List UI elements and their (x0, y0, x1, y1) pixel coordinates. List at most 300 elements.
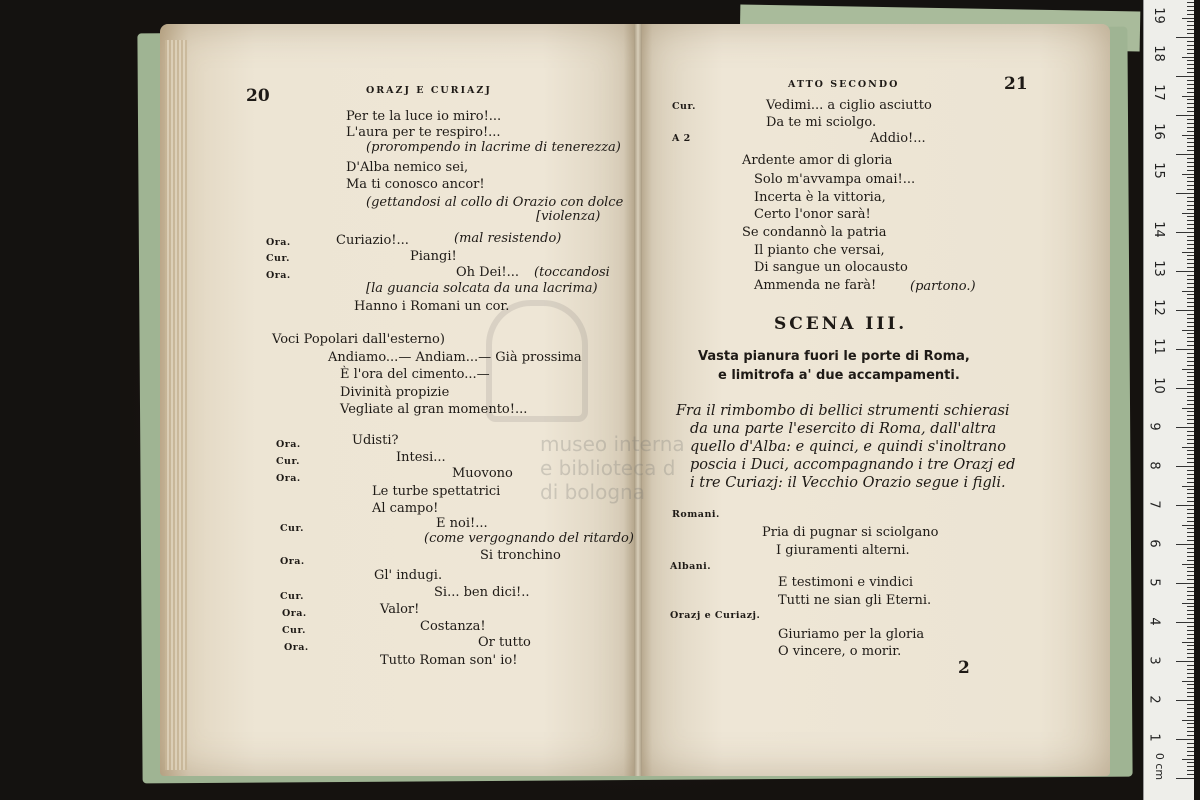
verse-line: Incerta è la vittoria, (754, 190, 886, 205)
verse-line: Tutti ne sian gli Eterni. (778, 593, 932, 608)
stage-direction: (gettandosi al collo di Orazio con dolce (366, 195, 624, 210)
ruler-tick (1187, 306, 1194, 307)
verse-line: Voci Popolari dall'esterno) (272, 332, 445, 347)
verse-line: Si tronchino (480, 548, 561, 563)
ruler-tick (1182, 252, 1194, 253)
ruler-tick (1187, 411, 1194, 412)
ruler-tick (1187, 72, 1194, 73)
ruler-tick (1187, 357, 1194, 358)
ruler-tick (1187, 345, 1194, 346)
ruler-tick (1187, 423, 1194, 424)
ruler-tick (1187, 64, 1194, 65)
ruler-tick (1182, 720, 1194, 721)
verse-line: Da te mi sciolgo. (766, 115, 877, 130)
verse-line: Solo m'avvampa omai!... (754, 172, 916, 187)
ruler-tick (1187, 365, 1194, 366)
ruler-tick (1187, 68, 1194, 69)
ruler-tick (1182, 408, 1194, 409)
ruler-tick (1187, 275, 1194, 276)
ruler-tick (1187, 404, 1194, 405)
verse-line: Divinità propizie (340, 385, 450, 400)
ruler-tick (1182, 603, 1194, 604)
ruler-tick (1187, 528, 1194, 529)
speaker-label: Cur. (282, 625, 306, 636)
ruler-tick (1187, 677, 1194, 678)
verse-line: E testimoni e vindici (778, 575, 914, 590)
ruler-tick (1187, 80, 1194, 81)
ruler-tick (1176, 778, 1194, 779)
ruler-tick (1187, 138, 1194, 139)
watermark-line: e biblioteca d (540, 456, 676, 480)
ruler-tick (1187, 536, 1194, 537)
ruler-tick (1182, 135, 1194, 136)
ruler-tick (1187, 727, 1194, 728)
ruler-tick (1187, 45, 1194, 46)
verse-line: Intesi... (396, 450, 446, 465)
verse-line: Hanno i Romani un cor. (354, 299, 510, 314)
speaker-label: Romani. (672, 509, 720, 520)
ruler-tick (1187, 353, 1194, 354)
ruler-tick (1187, 150, 1194, 151)
ruler-tick (1187, 372, 1194, 373)
ruler-tick (1187, 326, 1194, 327)
ruler-tick (1187, 712, 1194, 713)
speaker-label: Albani. (670, 561, 712, 572)
ruler-tick (1187, 255, 1194, 256)
speaker-label: Ora. (266, 237, 291, 248)
ruler-number: 18 (1150, 45, 1166, 62)
speaker-label: A 2 (672, 133, 691, 144)
ruler-tick (1182, 681, 1194, 682)
ruler-tick (1187, 474, 1194, 475)
ruler-tick (1187, 6, 1194, 7)
ruler-tick (1187, 287, 1194, 288)
ruler-tick (1187, 380, 1194, 381)
speaker-label: Orazj e Curiazj. (670, 610, 761, 621)
ruler-tick (1187, 431, 1194, 432)
ruler-tick (1187, 614, 1194, 615)
ruler-tick (1187, 521, 1194, 522)
ruler-tick (1187, 731, 1194, 732)
speaker-label: Ora. (276, 439, 301, 450)
ruler-tick (1176, 661, 1194, 662)
ruler-number: 4 (1146, 617, 1162, 626)
ruler-tick (1187, 552, 1194, 553)
ruler-number: 10 (1150, 377, 1166, 394)
ruler-tick (1187, 337, 1194, 338)
verse-line: Ma ti conosco ancor! (346, 177, 485, 192)
ruler-tick (1187, 158, 1194, 159)
ruler-tick (1187, 684, 1194, 685)
verse-line: Costanza! (420, 619, 486, 634)
ruler-number: 9 (1146, 422, 1162, 431)
verse-line: Addio!... (870, 131, 926, 146)
ruler-tick (1187, 99, 1194, 100)
ruler-tick (1187, 259, 1194, 260)
ruler-tick (1187, 673, 1194, 674)
running-head: ORAZJ E CURIAZJ (366, 85, 492, 96)
verse-line: Curiazio!... (336, 233, 409, 248)
ruler-tick (1187, 579, 1194, 580)
ruler-tick (1187, 626, 1194, 627)
stage-direction: (toccandosi (534, 265, 610, 280)
ruler-tick (1187, 10, 1194, 11)
ruler-tick (1187, 244, 1194, 245)
ruler-tick (1187, 25, 1194, 26)
speaker-label: Cur. (280, 591, 304, 602)
ruler-tick (1187, 283, 1194, 284)
ruler-tick (1182, 564, 1194, 565)
stage-direction: quello d'Alba: e quinci, e quindi s'inoltrano (690, 439, 1006, 455)
ruler-tick (1187, 716, 1194, 717)
verse-line: Giuriamo per la gloria (778, 627, 925, 642)
ruler-tick (1187, 131, 1194, 132)
ruler-tick (1176, 193, 1194, 194)
ruler-tick (1187, 657, 1194, 658)
speaker-label: Ora. (280, 556, 305, 567)
ruler-tick (1187, 735, 1194, 736)
stage-direction: (prorompendo in lacrime di tenerezza) (366, 140, 621, 155)
ruler-tick (1187, 439, 1194, 440)
ruler-tick (1187, 216, 1194, 217)
verse-line: Certo l'onor sarà! (754, 207, 871, 222)
ruler-tick (1187, 314, 1194, 315)
ruler-tick (1187, 294, 1194, 295)
ruler-tick (1182, 18, 1194, 19)
verse-line: Ardente amor di gloria (742, 153, 893, 168)
ruler-tick (1187, 708, 1194, 709)
ruler-tick (1187, 618, 1194, 619)
ruler-tick (1187, 443, 1194, 444)
ruler-tick (1187, 333, 1194, 334)
ruler-tick (1187, 60, 1194, 61)
ruler-tick (1187, 318, 1194, 319)
ruler-tick (1187, 470, 1194, 471)
verse-line: D'Alba nemico sei, (346, 160, 469, 175)
ruler-tick (1187, 548, 1194, 549)
ruler-tick (1176, 544, 1194, 545)
ruler-tick (1187, 638, 1194, 639)
speaker-label: Cur. (280, 523, 304, 534)
ruler-tick (1176, 427, 1194, 428)
ruler-tick (1187, 21, 1194, 22)
ruler-tick (1187, 556, 1194, 557)
verse-line: Or tutto (478, 635, 531, 650)
ruler-tick (1187, 501, 1194, 502)
stage-direction: (come vergognando del ritardo) (424, 531, 634, 546)
ruler-tick (1182, 96, 1194, 97)
ruler-tick (1187, 392, 1194, 393)
ruler-tick (1187, 166, 1194, 167)
speaker-label: Cur. (672, 101, 696, 112)
verse-line: Per te la luce io miro!... (346, 109, 502, 124)
ruler-tick (1176, 310, 1194, 311)
ruler-number: 15 (1150, 162, 1166, 179)
ruler-tick (1176, 700, 1194, 701)
ruler-number: 6 (1146, 539, 1162, 548)
ruler-tick (1187, 595, 1194, 596)
ruler-number: 17 (1150, 84, 1166, 101)
verse-line: I giuramenti alterni. (776, 543, 910, 558)
speaker-label: Ora. (284, 642, 309, 653)
ruler-number: 2 (1146, 695, 1162, 704)
ruler-number: 11 (1150, 338, 1166, 355)
verse-line: E noi!... (436, 516, 488, 531)
verse-line: Al campo! (372, 501, 439, 516)
ruler-number: 7 (1146, 500, 1162, 509)
verse-line: Piangi! (410, 249, 457, 264)
verse-line: Il pianto che versai, (754, 243, 885, 258)
ruler-tick (1187, 415, 1194, 416)
ruler-tick (1187, 53, 1194, 54)
ruler-number: 3 (1146, 656, 1162, 665)
ruler-tick (1176, 466, 1194, 467)
ruler-tick (1187, 766, 1194, 767)
ruler-tick (1182, 525, 1194, 526)
ruler-tick (1187, 610, 1194, 611)
verse-line: Ammenda ne farà! (754, 278, 877, 293)
verse-line: Oh Dei!... (456, 265, 520, 280)
watermark (540, 432, 685, 504)
stage-direction: [la guancia solcata da una lacrima) (366, 281, 598, 296)
ruler-tick (1187, 489, 1194, 490)
ruler-tick (1187, 341, 1194, 342)
ruler-tick (1187, 302, 1194, 303)
ruler-tick (1187, 478, 1194, 479)
ruler-tick (1176, 388, 1194, 389)
ruler-tick (1176, 622, 1194, 623)
ruler-tick (1176, 37, 1194, 38)
verse-line: Si... ben dici!.. (434, 585, 530, 600)
ruler-tick (1187, 41, 1194, 42)
ruler-tick (1187, 419, 1194, 420)
ruler-tick (1176, 739, 1194, 740)
ruler-tick (1187, 540, 1194, 541)
ruler-tick (1187, 84, 1194, 85)
ruler-tick (1187, 509, 1194, 510)
ruler-tick (1187, 571, 1194, 572)
ruler-tick (1187, 532, 1194, 533)
ruler-tick (1187, 751, 1194, 752)
verse-line: Udisti? (352, 433, 399, 448)
ruler-tick (1182, 213, 1194, 214)
ruler-tick (1187, 224, 1194, 225)
stage-direction: i tre Curiazj: il Vecchio Orazio segue i figli. (690, 475, 1006, 491)
ruler-tick (1176, 505, 1194, 506)
stage-direction: (partono.) (910, 279, 976, 294)
scale-ruler (1143, 0, 1194, 800)
stage-direction: poscia i Duci, accompagnando i tre Orazj ed (690, 457, 1016, 473)
ruler-tick (1187, 591, 1194, 592)
ruler-tick (1187, 458, 1194, 459)
ruler-tick (1187, 92, 1194, 93)
ruler-tick (1182, 486, 1194, 487)
ruler-tick (1176, 271, 1194, 272)
ruler-tick (1187, 201, 1194, 202)
ruler-tick (1187, 653, 1194, 654)
stage-direction: [violenza) (536, 209, 601, 224)
ruler-tick (1187, 665, 1194, 666)
ruler-tick (1187, 33, 1194, 34)
ruler-tick (1187, 29, 1194, 30)
ruler-tick (1187, 396, 1194, 397)
ruler-tick (1187, 205, 1194, 206)
ruler-tick (1187, 119, 1194, 120)
ruler-tick (1187, 755, 1194, 756)
stage-direction: da una parte l'esercito di Roma, dall'altra (690, 421, 997, 437)
watermark-line: di bologna (540, 480, 645, 504)
ruler-tick (1187, 322, 1194, 323)
verse-line: Pria di pugnar si sciolgano (762, 525, 939, 540)
ruler-tick (1182, 447, 1194, 448)
ruler-tick (1187, 267, 1194, 268)
ruler-tick (1187, 263, 1194, 264)
ruler-tick (1187, 688, 1194, 689)
ruler-tick (1182, 57, 1194, 58)
stage-direction: (mal resistendo) (454, 231, 562, 246)
verse-line: Le turbe spettatrici (372, 484, 501, 499)
ruler-tick (1187, 704, 1194, 705)
ruler-tick (1187, 189, 1194, 190)
ruler-tick (1187, 220, 1194, 221)
ruler-number: 12 (1150, 299, 1166, 316)
running-head: ATTO SECONDO (788, 79, 900, 90)
ruler-tick (1187, 450, 1194, 451)
ruler-tick (1187, 400, 1194, 401)
ruler-tick (1187, 743, 1194, 744)
ruler-tick (1187, 645, 1194, 646)
scene-setting: Vasta pianura fuori le porte di Roma, (698, 349, 970, 364)
verse-line: Vegliate al gran momento!... (340, 402, 528, 417)
page-edges (165, 40, 187, 770)
ruler-tick (1187, 762, 1194, 763)
ruler-number: 19 (1150, 7, 1166, 24)
ruler-tick (1187, 669, 1194, 670)
scene-setting: e limitrofa a' due accampamenti. (718, 368, 960, 383)
ruler-tick (1187, 462, 1194, 463)
ruler-tick (1187, 240, 1194, 241)
ruler-tick (1187, 696, 1194, 697)
ruler-tick (1187, 747, 1194, 748)
verse-line: L'aura per te respiro!... (346, 125, 501, 140)
ruler-tick (1182, 642, 1194, 643)
ruler-tick (1187, 493, 1194, 494)
ruler-tick (1187, 587, 1194, 588)
speaker-label: Ora. (276, 473, 301, 484)
ruler-tick (1187, 170, 1194, 171)
ruler-tick (1187, 236, 1194, 237)
ruler-tick (1176, 232, 1194, 233)
ruler-tick (1187, 111, 1194, 112)
scene-title: SCENA III. (774, 314, 908, 334)
ruler-tick (1187, 567, 1194, 568)
ruler-tick (1182, 330, 1194, 331)
verse-line: O vincere, o morir. (778, 644, 902, 659)
ruler-tick (1187, 162, 1194, 163)
ruler-tick (1187, 723, 1194, 724)
ruler-tick (1187, 107, 1194, 108)
ruler-number: 14 (1150, 221, 1166, 238)
stage-direction: Fra il rimbombo di bellici strumenti schierasi (676, 403, 1010, 419)
ruler-tick (1187, 376, 1194, 377)
ruler-tick (1187, 88, 1194, 89)
verse-line: Vedimi... a ciglio asciutto (766, 98, 932, 113)
ruler-tick (1176, 115, 1194, 116)
ruler-number: 1 (1146, 733, 1162, 742)
ruler-tick (1187, 774, 1194, 775)
ruler-tick (1187, 298, 1194, 299)
verse-line: Di sangue un olocausto (754, 260, 908, 275)
ruler-tick (1187, 181, 1194, 182)
ruler-tick (1187, 2, 1194, 3)
speaker-label: Cur. (266, 253, 290, 264)
verse-line: Tutto Roman son' io! (380, 653, 518, 668)
ruler-number: 16 (1150, 123, 1166, 140)
ruler-tick (1187, 575, 1194, 576)
ruler-tick (1187, 560, 1194, 561)
verse-line: È l'ora del cimento...— (340, 367, 490, 382)
ruler-tick (1187, 482, 1194, 483)
ruler-number: 5 (1146, 578, 1162, 587)
ruler-tick (1187, 692, 1194, 693)
ruler-tick (1187, 649, 1194, 650)
ruler-tick (1182, 369, 1194, 370)
ruler-tick (1187, 606, 1194, 607)
ruler-tick (1187, 177, 1194, 178)
ruler-unit-label: 0 cm (1153, 752, 1167, 781)
ruler-tick (1187, 513, 1194, 514)
ruler-tick (1187, 630, 1194, 631)
ruler-tick (1182, 291, 1194, 292)
ruler-tick (1187, 497, 1194, 498)
speaker-label: Cur. (276, 456, 300, 467)
ruler-tick (1187, 435, 1194, 436)
ruler-tick (1187, 279, 1194, 280)
ruler-tick (1187, 384, 1194, 385)
watermark-line: museo interna (540, 432, 685, 456)
ruler-tick (1187, 361, 1194, 362)
ruler-tick (1187, 123, 1194, 124)
ruler-tick (1187, 103, 1194, 104)
ruler-tick (1187, 49, 1194, 50)
ruler-tick (1187, 517, 1194, 518)
speaker-label: Ora. (266, 270, 291, 281)
ruler-tick (1182, 174, 1194, 175)
ruler-tick (1176, 583, 1194, 584)
ruler-tick (1187, 146, 1194, 147)
ruler-tick (1187, 14, 1194, 15)
speaker-label: Ora. (282, 608, 307, 619)
ruler-number: 8 (1146, 461, 1162, 470)
signature-mark: 2 (958, 658, 970, 678)
ruler-tick (1187, 127, 1194, 128)
ruler-tick (1187, 209, 1194, 210)
ruler-tick (1187, 248, 1194, 249)
verse-line: Gl' indugi. (374, 568, 443, 583)
ruler-tick (1187, 599, 1194, 600)
page-number: 20 (246, 86, 270, 106)
book-gutter (634, 24, 642, 776)
ruler-tick (1187, 634, 1194, 635)
ruler-tick (1176, 349, 1194, 350)
ruler-tick (1176, 76, 1194, 77)
verse-line: Valor! (380, 602, 420, 617)
verse-line: Muovono (452, 466, 513, 481)
page-number: 21 (1004, 74, 1028, 94)
ruler-tick (1187, 197, 1194, 198)
ruler-tick (1187, 228, 1194, 229)
verse-line: Se condannò la patria (742, 225, 887, 240)
